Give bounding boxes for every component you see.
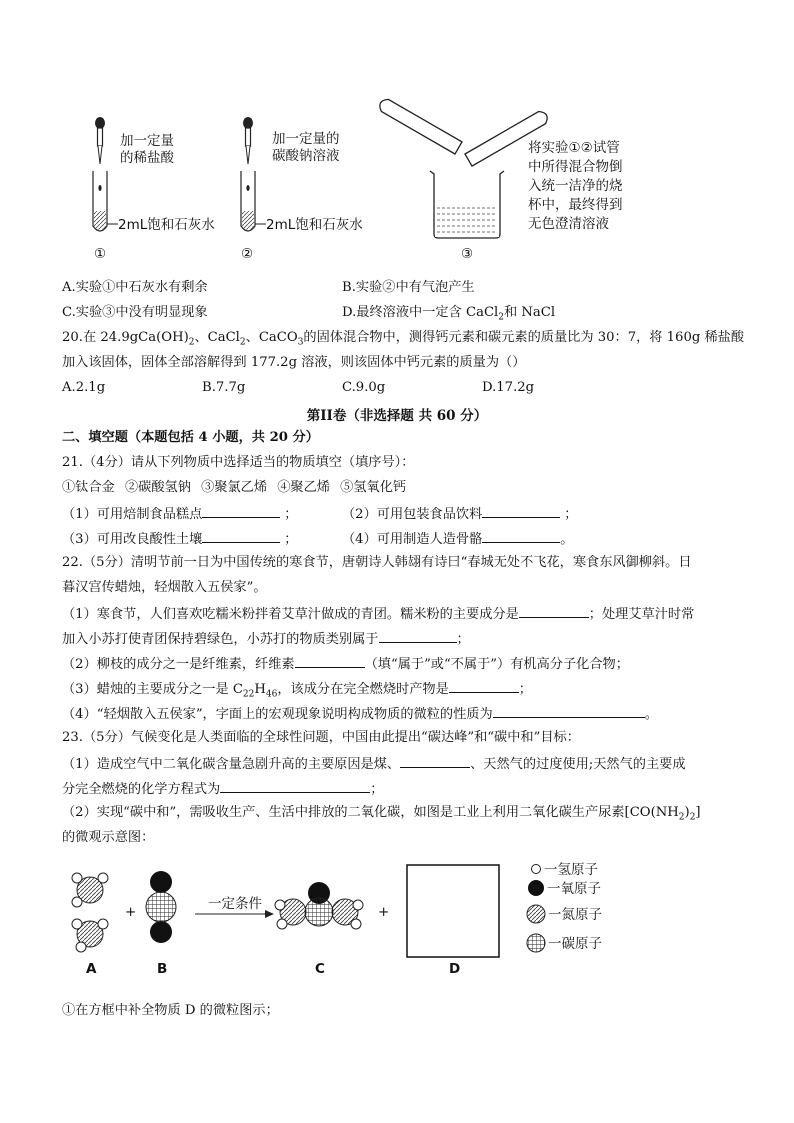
q22-stem-line-1: 22.（5分）清明节前一日为中国传统的寒食节，唐朝诗人韩翃有诗曰“春城无处不飞花，寒食东风御柳斜。日 xyxy=(62,555,692,570)
molecule-a-icon xyxy=(72,873,108,952)
q23-sub-1: ①在方框中补全物质 D 的微粒图示； xyxy=(62,1003,279,1018)
legend xyxy=(527,862,602,952)
q22-blank-3[interactable] xyxy=(295,654,365,668)
carbon-legend-icon xyxy=(527,934,545,952)
q21-part-4: （4）可用制造人造骨骼 。 xyxy=(342,529,573,549)
label-d: D xyxy=(449,961,461,977)
q23-stem: 23.（5分）气候变化是人类面临的全球性问题，中国由此提出“碳达峰”和“碳中和”目标： xyxy=(62,730,580,745)
tilted-tubes-icon xyxy=(377,97,550,166)
beaker-icon xyxy=(430,171,504,238)
label-2-line-2: 碳酸钠溶液 xyxy=(272,148,340,164)
label-1-line-2: 的稀盐酸 xyxy=(120,150,174,166)
answer-box-d[interactable] xyxy=(407,865,499,957)
label-c: C xyxy=(315,961,325,977)
q21-part-3: （3）可用改良酸性土壤 ； xyxy=(62,529,297,549)
label-3-line-5: 无色澄清溶液 xyxy=(528,216,609,232)
legend-oxygen: 一氧原子 xyxy=(547,881,601,897)
oxygen-legend-icon xyxy=(528,880,544,896)
q22-blank-2[interactable] xyxy=(379,629,457,643)
q19-option-d: D.最终溶液中一定含 CaCl$_2$和 NaCl xyxy=(342,305,556,323)
q22-blank-4[interactable] xyxy=(449,679,519,693)
q22-part-2: （2）柳枝的成分之一是纤维素，纤维素 （填“属于”或“不属于”）有机高分子化合物； xyxy=(62,654,629,674)
q21-blank-1[interactable] xyxy=(202,504,280,518)
plus-1: + xyxy=(125,904,137,920)
num-3: ③ xyxy=(461,246,474,262)
tube-1-label: 2mL饱和石灰水 xyxy=(118,217,215,233)
experiment-diagram xyxy=(80,96,680,266)
q23-blank-1[interactable] xyxy=(400,754,470,768)
q21-part-1: （1）可用焙制食品糕点 ； xyxy=(62,504,297,524)
q23-part-1: （1）造成空气中二氧化碳含量急剧升高的主要原因是煤、 、天然气的过度使用;天然气的主要成 xyxy=(62,754,686,774)
q21-blank-4[interactable] xyxy=(482,529,560,543)
section2-heading: 二、填空题（本题包括 4 小题，共 20 分） xyxy=(62,430,319,445)
q20-option-a: A.2.1g xyxy=(62,380,106,395)
label-3-line-2: 中所得混合物倒 xyxy=(528,159,623,175)
q23-part-2: （2）实现“碳中和”，需吸收生产、生活中排放的二氧化碳，如图是工业上利用二氧化碳生产尿素$[CO(NH_2)_2]$ xyxy=(62,805,701,823)
dropper-1-icon xyxy=(95,117,105,164)
label-3-line-1: 将实验①②试管 xyxy=(528,140,620,156)
q22-part-1: （1）寒食节，人们喜欢吃糯米粉拌着艾草汁做成的青团。糯米粉的主要成分是 ；处理艾草汁时常 xyxy=(62,604,694,624)
part2-title: 第II卷（非选择题 共 60 分） xyxy=(306,408,488,424)
q22-part-4: （4）“轻烟散入五侯家”，字面上的宏观现象说明构成物质的微粒的性质为 。 xyxy=(62,704,658,724)
q20-stem-line-2: 加入该固体，固体全部溶解得到 177.2g 溶液，则该固体中钙元素的质量为（） xyxy=(62,355,526,370)
experiment-figure xyxy=(80,96,680,266)
q22-blank-1[interactable] xyxy=(519,604,589,618)
molecule-c-icon xyxy=(275,882,363,929)
q22-stem-line-2: 暮汉宫传蜡烛，轻烟散入五侯家”。 xyxy=(62,580,267,595)
q19-option-b: B.实验②中有气泡产生 xyxy=(342,280,475,295)
q20-option-d: D.17.2g xyxy=(482,380,535,395)
q20-option-b: B.7.7g xyxy=(202,380,246,395)
label-1-line-1: 加一定量 xyxy=(120,133,174,149)
q23-part-2-cont: 的微观示意图： xyxy=(62,830,155,845)
q23-blank-2[interactable] xyxy=(220,779,370,793)
q19-option-c: C.实验③中没有明显现象 xyxy=(62,305,208,320)
q22-part-3: （3）蜡烛的主要成分之一是 $C_{22}H_{46}$，该成分在完全燃烧时产物是 ； xyxy=(62,679,532,704)
dropper-2-icon xyxy=(243,117,253,164)
label-3-line-3: 入统一洁净的烧 xyxy=(528,178,623,194)
legend-hydrogen: 一氢原子 xyxy=(544,862,598,878)
q23-part-1-cont: 分完全燃烧的化学方程式为 ； xyxy=(62,779,383,799)
hydrogen-legend-icon xyxy=(532,865,541,874)
label-3-line-4: 杯中，最终得到 xyxy=(528,197,623,213)
nitrogen-legend-icon xyxy=(527,905,545,923)
test-tube-2-icon xyxy=(241,171,255,231)
label-b: B xyxy=(157,961,168,977)
molecule-b-icon xyxy=(146,871,176,943)
q21-blank-3[interactable] xyxy=(202,529,280,543)
q21-stem: 21.（4分）请从下列物质中选择适当的物质填空（填序号）： xyxy=(62,455,415,470)
q21-blank-2[interactable] xyxy=(482,504,560,518)
tube-2-label: 2mL饱和石灰水 xyxy=(266,217,363,233)
arrow-label: 一定条件 xyxy=(208,896,262,912)
urea-reaction-figure xyxy=(60,860,620,990)
q20-option-c: C.9.0g xyxy=(342,380,386,395)
test-tube-1-icon xyxy=(93,171,107,231)
legend-carbon: 一碳原子 xyxy=(548,936,602,952)
q22-blank-5[interactable] xyxy=(493,704,645,718)
label-a: A xyxy=(86,961,97,977)
num-1: ① xyxy=(94,246,107,262)
q21-choices: ①钛合金 ②碳酸氢钠 ③聚氯乙烯 ④聚乙烯 ⑤氢氧化钙 xyxy=(62,480,407,495)
num-2: ② xyxy=(241,246,254,262)
legend-nitrogen: 一氮原子 xyxy=(548,907,602,923)
plus-2: + xyxy=(378,904,390,920)
q21-part-2: （2）可用包装食品饮料 ； xyxy=(342,504,577,524)
q19-option-a: A.实验①中石灰水有剩余 xyxy=(62,280,208,295)
q20-stem-line-1: 20.在 $24.9gCa(OH)_2$、CaCl$_2$、CaCO$_3$的固体混合物中，测得钙元素和碳元素的质量比为 30：7，将 160g 稀盐酸 xyxy=(62,330,745,348)
micro-diagram xyxy=(60,860,620,990)
label-2-line-1: 加一定量的 xyxy=(272,131,340,147)
q22-part-1-cont: 加入小苏打使青团保持碧绿色，小苏打的物质类别属于 ； xyxy=(62,629,470,649)
